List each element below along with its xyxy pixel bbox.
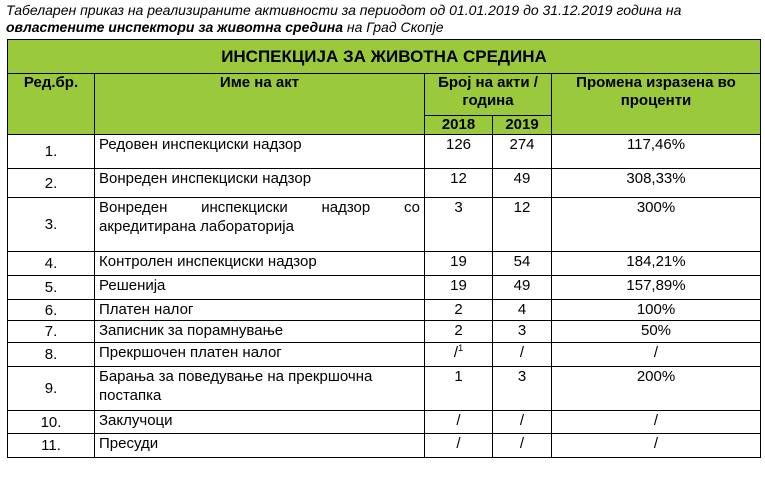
- value-2018: [425, 252, 493, 276]
- inspection-table: [7, 39, 761, 458]
- act-name: Вонреден инспекциски надзор со акредитирана лабораторија: [95, 198, 425, 252]
- act-name: Заклучоци: [95, 411, 425, 434]
- change-percent: 157,89%: [552, 276, 761, 300]
- value-2018: [425, 276, 493, 300]
- value-2018: [425, 135, 493, 169]
- value-2018-text: /: [453, 344, 459, 361]
- value-2018-text: /: [456, 435, 461, 452]
- row-number: 5.: [8, 276, 95, 300]
- row-number: 2.: [8, 169, 95, 198]
- table-row: [8, 321, 761, 343]
- table-caption: [6, 2, 762, 36]
- row-number: 1.: [8, 135, 95, 169]
- table-row: [8, 367, 761, 411]
- header-change: Промена изразена во проценти: [552, 74, 761, 135]
- change-percent: 117,46%: [552, 135, 761, 169]
- value-2018-text: 12: [450, 170, 467, 187]
- row-number: 3.: [8, 198, 95, 252]
- header-row: [8, 74, 761, 116]
- value-2018: [425, 411, 493, 434]
- act-name: Вонреден инспекциски надзор: [95, 169, 425, 198]
- value-2018: [425, 169, 493, 198]
- table-row: [8, 252, 761, 276]
- caption-line-2: [6, 19, 762, 36]
- act-name: Пресуди: [95, 434, 425, 458]
- value-2018: [425, 321, 493, 343]
- table-row: [8, 300, 761, 321]
- table-title: ИНСПЕКЦИЈА ЗА ЖИВОТНА СРЕДИНА: [8, 40, 761, 74]
- value-2018: [425, 300, 493, 321]
- table-row: [8, 343, 761, 367]
- value-2019: /: [493, 434, 552, 458]
- row-number: 9.: [8, 367, 95, 411]
- value-2018: [425, 367, 493, 411]
- row-number: 6.: [8, 300, 95, 321]
- row-number: 8.: [8, 343, 95, 367]
- value-2019: 54: [493, 252, 552, 276]
- value-2019: 4: [493, 300, 552, 321]
- table-row: [8, 169, 761, 198]
- value-2018-text: /: [456, 412, 461, 429]
- value-2018-text: 126: [445, 136, 472, 153]
- table-row: [8, 434, 761, 458]
- row-number: 4.: [8, 252, 95, 276]
- change-percent: 184,21%: [552, 252, 761, 276]
- value-2019: 3: [493, 367, 552, 411]
- value-2018-text: 2: [454, 301, 463, 318]
- header-count: Број на акти / година: [425, 74, 552, 116]
- act-name: Платен налог: [95, 300, 425, 321]
- table-row: [8, 135, 761, 169]
- value-2019: 49: [493, 169, 552, 198]
- header-2019: 2019: [493, 115, 552, 134]
- act-name: Редовен инспекциски надзор: [95, 135, 425, 169]
- act-name: Контролен инспекциски надзор: [95, 252, 425, 276]
- value-2018: [425, 343, 493, 367]
- caption-bold-text: овластените инспектори за животна средина: [6, 19, 343, 35]
- act-name: Решенија: [95, 276, 425, 300]
- value-2019: 49: [493, 276, 552, 300]
- caption-rest-text: на Град Скопје: [342, 19, 444, 35]
- act-name: Барања за поведување на прекршочна постапка: [95, 367, 425, 411]
- value-2019: /: [493, 411, 552, 434]
- value-2019: 274: [493, 135, 552, 169]
- row-number: 7.: [8, 321, 95, 343]
- change-percent: 308,33%: [552, 169, 761, 198]
- change-percent: 300%: [552, 198, 761, 252]
- header-name: Име на акт: [95, 74, 425, 135]
- value-2019: 12: [493, 198, 552, 252]
- table-body: [8, 135, 761, 458]
- change-percent: /: [552, 411, 761, 434]
- value-2018-text: 2: [454, 322, 463, 339]
- change-percent: 100%: [552, 300, 761, 321]
- header-2018: 2018: [425, 115, 493, 134]
- value-2018-text: 19: [450, 277, 467, 294]
- caption-line-1: Табеларен приказ на реализираните активности за периодот од 01.01.2019 до 31.12.2019 година на: [6, 2, 682, 18]
- footnote-marker: 1: [458, 343, 464, 353]
- table-row: [8, 198, 761, 252]
- value-2019: 3: [493, 321, 552, 343]
- table-title-row: [8, 40, 761, 74]
- act-name: Прекршочен платен налог: [95, 343, 425, 367]
- table-row: [8, 411, 761, 434]
- table-row: [8, 276, 761, 300]
- act-name: Записник за порамнување: [95, 321, 425, 343]
- header-rb: Ред.бр.: [8, 74, 95, 135]
- change-percent: 50%: [552, 321, 761, 343]
- value-2018: [425, 434, 493, 458]
- row-number: 10.: [8, 411, 95, 434]
- value-2018-text: 3: [454, 199, 463, 216]
- value-2018-text: 1: [454, 368, 463, 385]
- value-2018-text: 19: [450, 253, 467, 270]
- change-percent: /: [552, 434, 761, 458]
- value-2019: /: [493, 343, 552, 367]
- value-2018: [425, 198, 493, 252]
- change-percent: /: [552, 343, 761, 367]
- row-number: 11.: [8, 434, 95, 458]
- change-percent: 200%: [552, 367, 761, 411]
